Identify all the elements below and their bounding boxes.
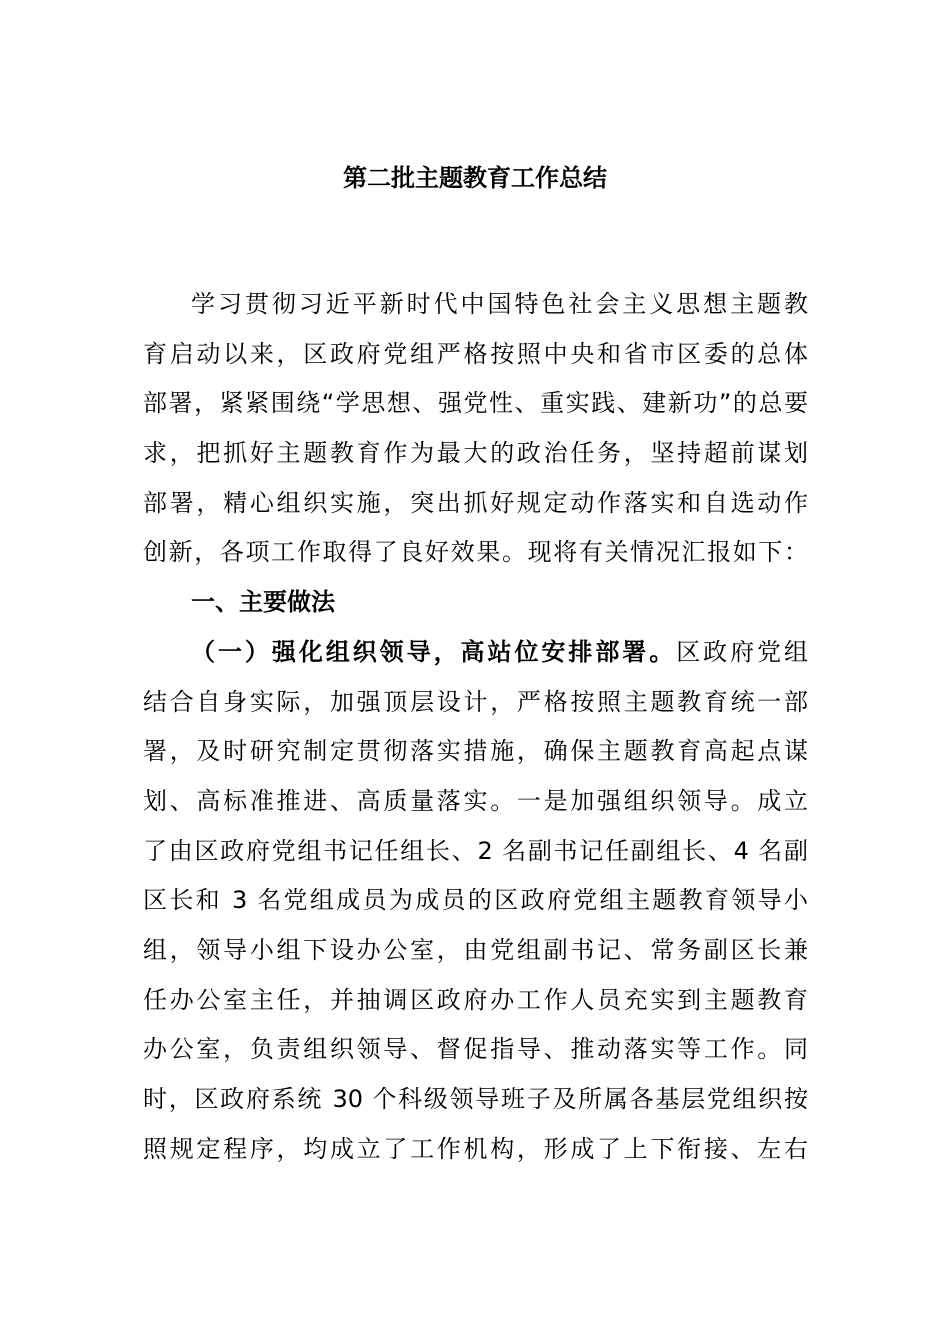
intro-line: 创新，各项工作取得了良好效果。现将有关情况汇报如下： bbox=[143, 538, 808, 567]
paragraph-line: 时，区政府系统 30 个科级领导班子及所属各基层党组织按 bbox=[143, 1085, 808, 1113]
paragraph-line: 任办公室主任，并抽调区政府办工作人员充实到主题教育 bbox=[143, 985, 808, 1014]
paragraph-line: 办公室，负责组织领导、督促指导、推动落实等工作。同 bbox=[143, 1035, 808, 1064]
intro-line: 育启动以来，区政府党组严格按照中央和省市区委的总体 bbox=[143, 339, 808, 368]
paragraph-line: 区长和 3 名党组成员为成员的区政府党组主题教育领导小 bbox=[143, 886, 808, 915]
intro-line: 部署，紧紧围绕“学思想、强党性、重实践、建新功”的总要 bbox=[143, 389, 808, 418]
document-title: 第二批主题教育工作总结 bbox=[343, 164, 607, 192]
intro-line: 学习贯彻习近平新时代中国特色社会主义思想主题教 bbox=[191, 290, 808, 318]
paragraph-line: 划、高标准推进、高质量落实。一是加强组织领导。成立 bbox=[143, 786, 808, 815]
paragraph-line: 照规定程序，均成立了工作机构，形成了上下衔接、左右 bbox=[143, 1134, 808, 1163]
document-body bbox=[143, 280, 808, 1174]
paragraph-line: 署，及时研究制定贯彻落实措施，确保主题教育高起点谋 bbox=[143, 737, 808, 766]
intro-line: 求，把抓好主题教育作为最大的政治任务，坚持超前谋划 bbox=[143, 439, 808, 468]
section-heading: 一、主要做法 bbox=[191, 588, 335, 617]
intro-line: 部署，精心组织实施，突出抓好规定动作落实和自选动作 bbox=[143, 488, 808, 517]
paragraph-line: 结合自身实际，加强顶层设计，严格按照主题教育统一部 bbox=[143, 687, 808, 716]
subsection-heading: （一）强化组织领导，高站位安排部署。 bbox=[191, 637, 677, 666]
subsection-first-line bbox=[143, 628, 808, 678]
subsection-text: 区政府党组 bbox=[676, 637, 809, 666]
paragraph-line: 了由区政府党组书记任组长、2 名副书记任副组长、4 名副 bbox=[143, 836, 808, 865]
paragraph-line: 组，领导小组下设办公室，由党组副书记、常务副区长兼 bbox=[143, 935, 808, 964]
